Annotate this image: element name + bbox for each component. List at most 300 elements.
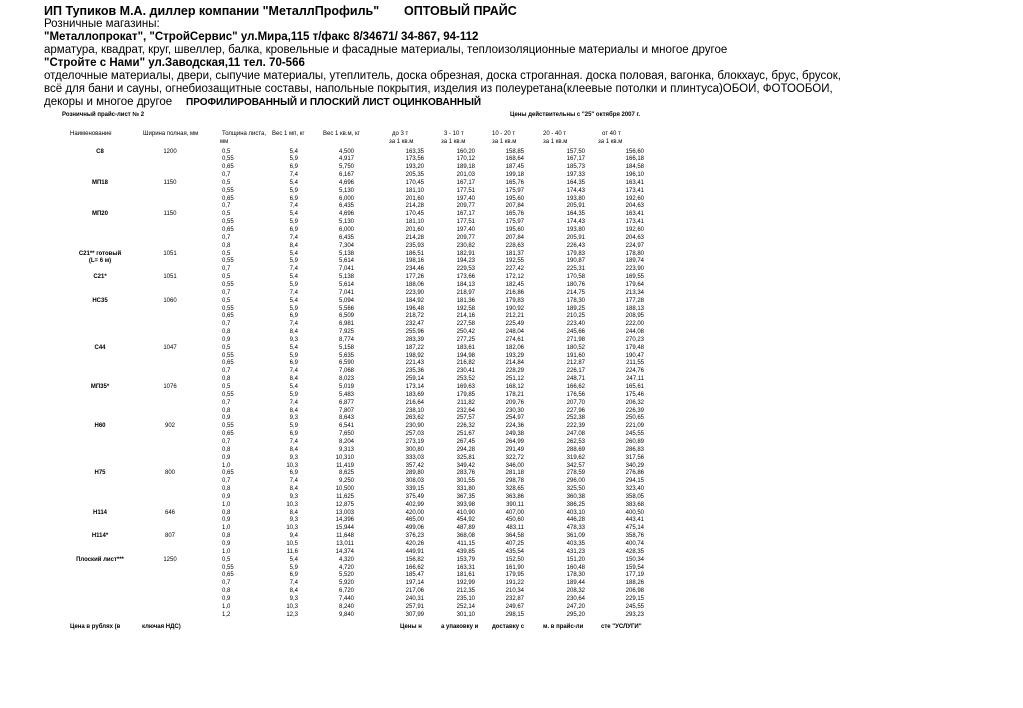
cell-p3: 450,60: [505, 517, 524, 524]
cell-p2: 177,51: [456, 187, 475, 194]
cell-p3: 168,64: [505, 156, 524, 163]
cell-p1: 257,03: [405, 431, 424, 438]
cell-wsq: 11,648: [336, 533, 354, 540]
cell-wsq: 5,130: [338, 187, 354, 194]
cell-p4: 164,35: [566, 211, 585, 218]
cell-wm: 12,3: [286, 611, 298, 618]
cell-t: 1,2: [222, 611, 231, 618]
cell-wsq: 8,240: [338, 603, 354, 610]
cell-p2: 181,36: [456, 297, 475, 304]
cell-p3: 182,06: [505, 344, 524, 351]
col-name: Наименование: [70, 131, 112, 137]
cell-t: 0,5: [222, 297, 231, 304]
cell-p4: 170,58: [566, 274, 585, 281]
cell-wm: 8,4: [289, 446, 298, 453]
cell-wm: 9,3: [289, 336, 298, 343]
cell-t: 0,5: [222, 556, 231, 563]
cell-p4: 342,57: [566, 462, 585, 469]
cell-p2: 229,53: [456, 266, 475, 273]
cell-p4: 296,00: [566, 478, 585, 485]
cell-p1: 183,69: [405, 391, 424, 398]
cell-p5: 177,28: [625, 297, 644, 304]
col-price-2: 3 - 10 т: [444, 131, 464, 137]
cell-p2: 235,10: [456, 595, 475, 602]
cell-p1: 273,19: [405, 438, 424, 445]
cell-p1: 188,06: [405, 281, 424, 288]
cell-wm: 8,4: [289, 376, 298, 383]
cell-width: 1060: [163, 297, 177, 304]
cell-p2: 227,58: [456, 321, 475, 328]
cell-p3: 165,76: [505, 179, 524, 186]
store1-goods: арматура, квадрат, круг, швеллер, балка, кровельные и фасадные материалы, теплоизоляционные материалы и многое другое: [44, 44, 728, 56]
col-weight-sqm: Вес 1 кв.м, кг: [323, 131, 360, 137]
cell-t: 1,0: [222, 462, 231, 469]
cell-p5: 221,09: [625, 423, 644, 430]
cell-wsq: 8,204: [338, 438, 354, 445]
cell-p1: 184,92: [405, 297, 424, 304]
cell-wsq: 13,003: [335, 509, 354, 516]
cell-wm: 11,6: [286, 548, 298, 555]
store2-address: "Стройте с Нами" ул.Заводская,11 тел. 70-566: [44, 57, 305, 69]
cell-p1: 238,10: [405, 407, 424, 414]
cell-wm: 8,4: [289, 588, 298, 595]
cell-wsq: 13,011: [336, 541, 354, 547]
cell-wm: 10,3: [286, 603, 298, 610]
cell-p2: 170,12: [456, 156, 475, 163]
cell-p5: 163,41: [625, 211, 644, 218]
cell-wsq: 6,000: [338, 227, 354, 233]
cell-p5: 294,15: [625, 478, 644, 485]
cell-t: 0,65: [222, 195, 234, 202]
cell-p4: 252,38: [566, 415, 585, 422]
cell-t: 0,7: [222, 580, 231, 587]
cell-t: 0,8: [222, 376, 231, 383]
cell-t: 0,8: [222, 588, 231, 595]
cell-wsq: 7,041: [338, 289, 354, 296]
cell-name: МП20: [92, 211, 108, 218]
cell-width: 1076: [163, 384, 177, 390]
cell-t: 0,5: [222, 179, 231, 186]
cell-wsq: 7,068: [338, 368, 354, 375]
cell-p4: 207,70: [566, 399, 585, 406]
cell-p1: 307,99: [405, 611, 424, 618]
cell-p3: 298,78: [505, 478, 524, 485]
cell-wm: 6,9: [289, 572, 298, 579]
cell-p3: 178,21: [505, 391, 524, 398]
cell-p4: 361,09: [566, 533, 585, 540]
cell-p5: 196,10: [625, 172, 644, 179]
cell-width: 1051: [163, 274, 177, 281]
cell-t: 0,7: [222, 203, 231, 210]
cell-p5: 166,18: [625, 156, 644, 163]
cell-p1: 283,39: [405, 336, 424, 343]
cell-p4: 271,98: [566, 336, 585, 343]
cell-p3: 193,29: [505, 352, 524, 359]
cell-wm: 8,4: [289, 329, 298, 336]
cell-p5: 165,61: [625, 384, 644, 390]
cell-p1: 217,06: [405, 588, 424, 595]
cell-p4: 226,43: [566, 242, 585, 249]
cell-p1: 465,00: [405, 517, 424, 524]
cell-t: 0,9: [222, 517, 231, 524]
cell-t: 0,65: [222, 313, 234, 320]
cell-p3: 209,76: [505, 399, 524, 406]
cell-t: 0,9: [222, 454, 231, 461]
cell-t: 0,65: [222, 164, 234, 171]
cell-wsq: 6,981: [338, 321, 354, 328]
cell-width: 807: [164, 533, 175, 540]
cell-name: С21*: [93, 274, 107, 281]
cell-p3: 264,99: [505, 438, 524, 445]
cell-p2: 325,81: [456, 454, 475, 461]
cell-t: 0,8: [222, 486, 231, 493]
cell-wsq: 10,310: [335, 454, 354, 461]
cell-p5: 276,86: [625, 470, 644, 477]
cell-p4: 164,35: [566, 179, 585, 186]
cell-p3: 165,76: [505, 211, 524, 218]
cell-p2: 454,92: [456, 517, 475, 524]
cell-p1: 186,51: [405, 250, 424, 257]
cell-p5: 206,32: [625, 399, 644, 406]
cell-wsq: 8,023: [338, 376, 354, 383]
cell-p5: 428,35: [625, 548, 644, 555]
cell-wsq: 6,167: [338, 172, 354, 179]
cell-p4: 230,64: [566, 595, 585, 602]
cell-p2: 331,80: [456, 486, 475, 493]
cell-wm: 10,3: [286, 501, 298, 508]
cell-p4: 403,10: [566, 509, 585, 516]
cell-p2: 214,16: [456, 313, 475, 320]
cell-p2: 197,40: [456, 195, 475, 202]
cell-p3: 364,58: [505, 533, 524, 540]
col-price-4-unit: за 1 кв.м: [543, 139, 568, 145]
cell-p5: 190,47: [625, 352, 644, 359]
cell-wm: 7,4: [289, 399, 298, 406]
cell-p5: 293,23: [625, 611, 644, 618]
cell-wm: 10,3: [286, 525, 298, 532]
cell-p5: 317,56: [625, 454, 644, 461]
cell-p4: 446,28: [566, 517, 585, 524]
cell-t: 0,5: [222, 211, 231, 218]
cell-width: 1150: [163, 179, 177, 186]
cell-width: 902: [164, 423, 175, 430]
cell-wm: 7,4: [289, 203, 298, 210]
cell-width: 1250: [163, 556, 177, 563]
cell-p2: 194,23: [456, 258, 475, 265]
cell-p3: 210,34: [505, 588, 524, 595]
cell-p3: 175,97: [505, 187, 524, 194]
cell-t: 0,55: [222, 564, 234, 571]
cell-wm: 6,9: [289, 227, 298, 233]
cell-wm: 8,4: [289, 509, 298, 516]
cell-width: 646: [164, 509, 175, 516]
cell-p4: 247,08: [566, 431, 585, 438]
cell-t: 0,65: [222, 431, 234, 438]
cell-name: МП18: [92, 179, 108, 186]
cell-p5: 192,60: [625, 195, 644, 202]
cell-wsq: 6,435: [338, 203, 354, 210]
price-list-number: Розничный прайс-лист № 2: [62, 112, 145, 118]
col-price-1: до 3 т: [392, 131, 409, 137]
cell-wsq: 5,750: [338, 164, 354, 171]
cell-p5: 443,41: [625, 517, 644, 524]
cell-p4: 223,40: [566, 321, 585, 328]
cell-wm: 10,5: [286, 541, 298, 547]
cell-p1: 197,14: [405, 580, 424, 587]
cell-p5: 358,05: [625, 493, 644, 500]
cell-p1: 214,28: [405, 203, 424, 210]
cell-wsq: 9,250: [338, 478, 354, 485]
cell-t: 0,8: [222, 446, 231, 453]
cell-wsq: 4,500: [338, 148, 354, 155]
cell-p3: 232,87: [505, 595, 524, 602]
cell-p5: 173,41: [625, 219, 644, 226]
cell-p2: 367,35: [456, 493, 475, 500]
cell-wsq: 11,419: [336, 462, 354, 469]
cell-wm: 6,9: [289, 470, 298, 477]
cell-p1: 308,03: [405, 478, 424, 485]
cell-t: 0,55: [222, 156, 234, 163]
cell-wm: 6,9: [289, 360, 298, 367]
cell-p1: 170,45: [405, 179, 424, 186]
cell-p5: 245,55: [625, 603, 644, 610]
retail-label: Розничные магазины:: [44, 18, 160, 30]
cell-p3: 179,95: [505, 572, 524, 579]
cell-wm: 5,4: [289, 297, 298, 304]
footer-part-1: Цена в рублях (в: [70, 624, 121, 630]
cell-wsq: 7,440: [338, 595, 354, 602]
cell-p2: 160,20: [456, 148, 475, 155]
cell-wsq: 6,541: [338, 423, 354, 430]
cell-p5: 213,34: [625, 289, 644, 296]
cell-p5: 340,29: [625, 462, 644, 469]
validity-date: Цены действительны с "25" октября 2007 г.: [510, 112, 641, 118]
cell-p5: 156,60: [625, 148, 644, 155]
cell-p1: 339,15: [405, 486, 424, 493]
cell-name: С21** готовый: [78, 250, 122, 257]
cell-p4: 319,62: [566, 454, 585, 461]
cell-wm: 7,4: [289, 234, 298, 241]
cell-p2: 393,98: [456, 501, 475, 508]
cell-p5: 177,19: [625, 572, 644, 579]
cell-wm: 5,4: [289, 344, 298, 351]
cell-wm: 7,4: [289, 289, 298, 296]
cell-wm: 7,4: [289, 321, 298, 328]
cell-t: 0,8: [222, 533, 231, 540]
cell-p1: 235,93: [405, 242, 424, 249]
cell-wm: 5,4: [289, 556, 298, 563]
cell-p1: 230,90: [405, 423, 424, 430]
cell-p5: 211,55: [626, 360, 644, 367]
cell-wm: 5,9: [289, 281, 298, 288]
cell-p3: 175,97: [505, 219, 524, 226]
cell-wm: 5,9: [289, 219, 298, 226]
cell-p1: 234,46: [405, 266, 424, 273]
cell-p3: 254,97: [505, 415, 524, 422]
cell-t: 0,8: [222, 242, 231, 249]
cell-t: 0,65: [222, 227, 234, 233]
cell-p4: 214,75: [566, 289, 585, 296]
cell-t: 0,9: [222, 493, 231, 500]
document-title: ОПТОВЫЙ ПРАЙС: [404, 4, 517, 18]
cell-name: МП35*: [90, 384, 110, 390]
cell-p3: 161,90: [505, 564, 524, 571]
cell-t: 0,55: [222, 187, 234, 194]
cell-t: 0,55: [222, 219, 234, 226]
cell-p4: 178,30: [566, 572, 585, 579]
cell-wsq: 5,614: [338, 281, 354, 288]
cell-wsq: 5,483: [338, 391, 354, 398]
cell-p1: 181,10: [405, 219, 424, 226]
cell-p2: 232,64: [456, 407, 475, 414]
cell-t: 0,7: [222, 478, 231, 485]
cell-t: 0,8: [222, 329, 231, 336]
cell-p4: 222,39: [566, 423, 585, 430]
cell-wsq: 7,041: [338, 266, 354, 273]
cell-t: 0,9: [222, 541, 231, 547]
cell-t: 0,5: [222, 274, 231, 281]
cell-p2: 411,15: [457, 541, 475, 547]
cell-wm: 7,4: [289, 478, 298, 485]
cell-wsq: 5,138: [338, 250, 354, 257]
cell-p1: 201,60: [405, 227, 424, 233]
cell-wm: 6,9: [289, 431, 298, 438]
cell-p4: 166,62: [566, 384, 585, 390]
cell-p5: 247,11: [626, 376, 644, 383]
col-price-4: 20 - 40 т: [543, 131, 567, 137]
cell-wm: 6,9: [289, 313, 298, 320]
cell-wm: 8,4: [289, 486, 298, 493]
cell-p1: 177,26: [405, 274, 424, 281]
cell-wsq: 4,696: [338, 211, 354, 218]
cell-p3: 346,00: [505, 462, 524, 469]
cell-p3: 192,55: [505, 258, 524, 265]
cell-p4: 295,20: [566, 611, 585, 618]
cell-t: 0,5: [222, 384, 231, 390]
cell-p4: 180,76: [566, 281, 585, 288]
cell-wm: 5,4: [289, 148, 298, 155]
cell-p4: 478,33: [566, 525, 585, 532]
cell-t: 0,7: [222, 321, 231, 328]
cell-p4: 288,69: [566, 446, 585, 453]
cell-p2: 251,67: [456, 431, 475, 438]
cell-p4: 189,25: [566, 305, 585, 312]
cell-p4: 212,87: [566, 360, 585, 367]
cell-p2: 257,57: [456, 415, 475, 422]
cell-p4: 431,23: [566, 548, 585, 555]
cell-p2: 201,03: [456, 172, 475, 179]
cell-wm: 5,9: [289, 187, 298, 194]
cell-p1: 240,31: [405, 595, 424, 602]
cell-t: 0,65: [222, 360, 234, 367]
cell-p2: 197,40: [456, 227, 475, 233]
cell-p3: 291,49: [505, 446, 524, 453]
cell-p2: 230,82: [456, 242, 475, 249]
cell-t: 0,7: [222, 234, 231, 241]
cell-p1: 173,56: [405, 156, 424, 163]
col-width: Ширина полная, мм: [143, 131, 199, 137]
cell-wsq: 6,435: [338, 234, 354, 241]
cell-wm: 8,4: [289, 242, 298, 249]
cell-wm: 9,3: [289, 454, 298, 461]
col-weight-mp: Вес 1 мп, кг: [272, 131, 305, 137]
cell-t: 0,5: [222, 250, 231, 257]
cell-name: НС35: [92, 297, 108, 304]
cell-wm: 5,9: [289, 564, 298, 571]
cell-p3: 407,25: [505, 541, 524, 547]
cell-p1: 375,49: [405, 493, 424, 500]
cell-wsq: 6,877: [338, 399, 354, 406]
cell-p4: 197,33: [566, 172, 585, 179]
cell-name: Н60: [94, 423, 106, 430]
cell-wsq: 5,920: [338, 580, 354, 587]
cell-p5: 208,95: [625, 313, 644, 320]
cell-p2: 169,63: [456, 384, 475, 390]
cell-p2: 368,08: [456, 533, 475, 540]
cell-p1: 420,26: [405, 541, 424, 547]
col-price-3: 10 - 20 т: [492, 131, 516, 137]
cell-p1: 173,14: [405, 384, 424, 390]
cell-p5: 244,08: [625, 329, 644, 336]
store1-address: "Металлопрокат", "СтройСервис" ул.Мира,115 т/факс 8/34671/ 34-867, 94-112: [44, 31, 479, 43]
cell-p5: 179,64: [625, 281, 644, 288]
cell-p4: 325,50: [566, 486, 585, 493]
cell-p2: 211,82: [457, 399, 475, 406]
cell-p5: 184,58: [625, 164, 644, 171]
col-price-1-unit: за 1 кв.м: [389, 139, 414, 145]
cell-wm: 5,9: [289, 391, 298, 398]
cell-p5: 245,55: [625, 431, 644, 438]
cell-p5: 250,65: [625, 415, 644, 422]
cell-wm: 7,4: [289, 172, 298, 179]
cell-p5: 188,26: [625, 580, 644, 587]
cell-p2: 277,25: [456, 336, 475, 343]
cell-p3: 191,22: [505, 580, 524, 587]
footer-part-2: ключая НДС): [142, 624, 181, 630]
cell-wsq: 7,807: [338, 407, 354, 414]
cell-t: 0,55: [222, 391, 234, 398]
cell-wsq: 5,566: [338, 305, 354, 312]
cell-p2: 167,17: [456, 211, 475, 218]
cell-p3: 207,84: [505, 234, 524, 241]
cell-p2: 183,61: [456, 344, 475, 351]
cell-wm: 5,4: [289, 250, 298, 257]
cell-p1: 170,45: [405, 211, 424, 218]
cell-t: 0,55: [222, 258, 234, 265]
cell-p5: 383,68: [625, 501, 644, 508]
cell-t: 1,0: [222, 501, 231, 508]
cell-p3: 182,45: [505, 281, 524, 288]
cell-p4: 190,87: [566, 258, 585, 265]
cell-p4: 278,59: [566, 470, 585, 477]
cell-p3: 152,50: [505, 556, 524, 563]
cell-t: 0,8: [222, 509, 231, 516]
cell-width: 1047: [163, 344, 177, 351]
cell-p3: 172,12: [505, 274, 524, 281]
cell-p2: 226,32: [456, 423, 475, 430]
cell-p2: 179,85: [456, 391, 475, 398]
cell-p1: 218,72: [405, 313, 424, 320]
cell-p3: 199,18: [505, 172, 524, 179]
cell-p5: 226,39: [625, 407, 644, 414]
cell-p2: 301,10: [456, 611, 475, 618]
cell-p4: 180,52: [566, 344, 585, 351]
cell-p4: 205,91: [566, 234, 585, 241]
cell-p4: 262,53: [566, 438, 585, 445]
store2-goods-line1: отделочные материалы, двери, сыпучие материалы, утеплитель, доска обрезная, доска строганная. доска половая, вагонка, блокхаус, брус, брусок,: [44, 70, 841, 82]
cell-p4: 403,35: [566, 541, 585, 547]
cell-wm: 9,3: [289, 517, 298, 524]
